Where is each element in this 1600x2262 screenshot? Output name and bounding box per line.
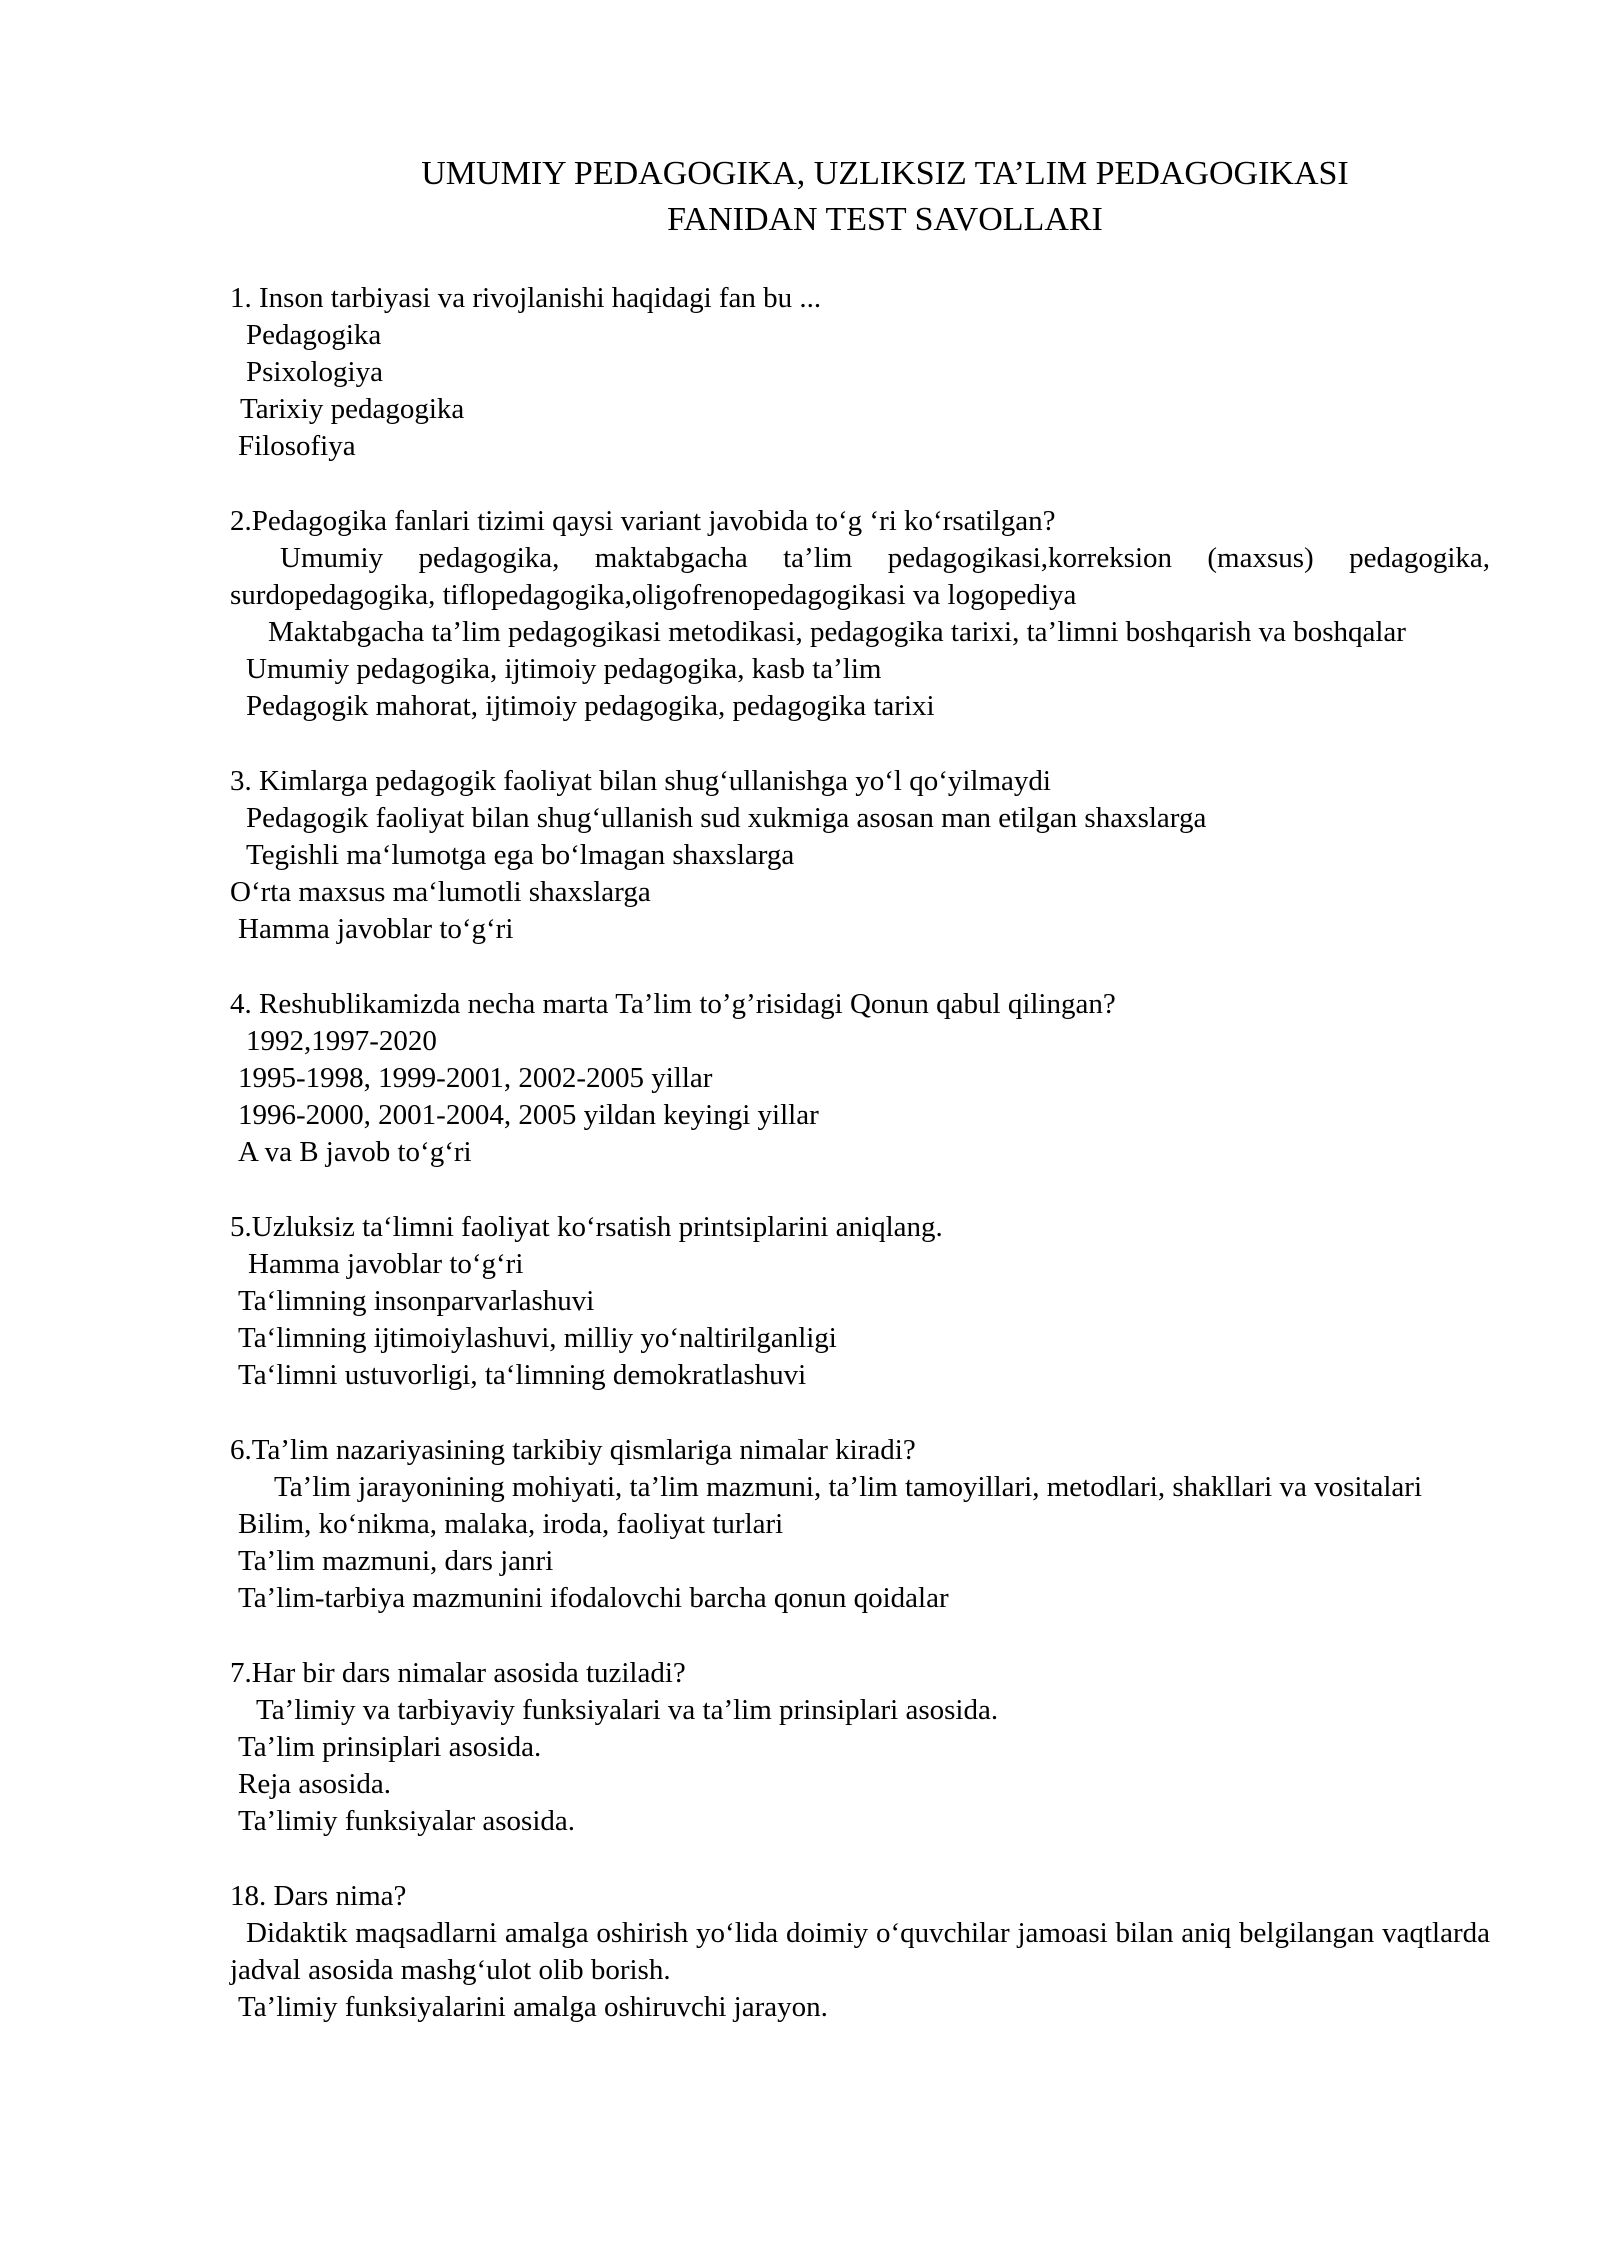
answer-option: Ta‘limning ijtimoiylashuvi, milliy yo‘naltirilganligi: [238, 1322, 837, 1354]
answer-option: Ta’lim-tarbiya mazmunini ifodalovchi barcha qonun qoidalar: [238, 1582, 949, 1614]
question-block: [230, 280, 1490, 465]
answer-option: Umumiy pedagogika, ijtimoiy pedagogika, kasb ta’lim: [246, 653, 882, 685]
question-text: 5.Uzluksiz ta‘limni faoliyat ko‘rsatish printsiplarini aniqlang.: [230, 1211, 943, 1243]
answer-option: Ta’lim mazmuni, dars janri: [238, 1545, 554, 1577]
answer-option: Didaktik maqsadlarni amalga oshirish yo‘lida doimiy o‘quvchilar jamoasi bilan aniq belgilangan vaqtlarda jadval asosida mashg‘ulot olib borish.: [230, 1917, 1490, 1986]
answer-option: Hamma javoblar to‘g‘ri: [248, 1248, 524, 1280]
question-text: 2.Pedagogika fanlari tizimi qaysi variant javobida to‘g ‘ri ko‘rsatilgan?: [230, 505, 1056, 537]
answer-option: Ta‘limni ustuvorligi, ta‘limning demokratlashuvi: [238, 1359, 807, 1391]
answer-option: Pedagogik faoliyat bilan shug‘ullanish sud xukmiga asosan man etilgan shaxslarga: [246, 802, 1207, 834]
question-text: 3. Kimlarga pedagogik faoliyat bilan shug‘ullanishga yo‘l qo‘yilmaydi: [230, 765, 1051, 797]
question-text: 7.Har bir dars nimalar asosida tuziladi?: [230, 1657, 686, 1689]
question-list: [230, 280, 1490, 2026]
question-text: 4. Reshublikamizda necha marta Ta’lim to’g’risidagi Qonun qabul qilingan?: [230, 988, 1116, 1020]
question-block: [230, 1655, 1490, 1840]
title-line-1: UMUMIY PEDAGOGIKA, UZLIKSIZ TA’LIM PEDAGOGIKASI: [421, 155, 1349, 192]
answer-option: Ta’limiy funksiyalarini amalga oshiruvchi jarayon.: [238, 1991, 828, 2023]
answer-option: Bilim, ko‘nikma, malaka, iroda, faoliyat turlari: [238, 1508, 784, 1540]
answer-option: Hamma javoblar to‘g‘ri: [238, 913, 514, 945]
answer-option: Filosofiya: [238, 430, 356, 462]
question-block: [230, 763, 1490, 948]
question-block: [230, 1209, 1490, 1394]
answer-option: Tegishli ma‘lumotga ega bo‘lmagan shaxslarga: [246, 839, 795, 871]
question-text: 18. Dars nima?: [230, 1880, 407, 1912]
question-block: [230, 1432, 1490, 1617]
answer-option: Pedagogik mahorat, ijtimoiy pedagogika, pedagogika tarixi: [246, 690, 935, 722]
answer-option: 1995-1998, 1999-2001, 2002-2005 yillar: [238, 1062, 713, 1094]
question-block: [230, 986, 1490, 1171]
answer-option: Ta’lim jarayonining mohiyati, ta’lim mazmuni, ta’lim tamoyillari, metodlari, shakllari va vositalari: [274, 1471, 1423, 1503]
answer-option: Umumiy pedagogika, maktabgacha ta’lim pedagogikasi,korreksion (maxsus) pedagogika, surdopedagogika, tiflopedagogika,oligofrenopedagogikasi va logopediya: [230, 542, 1490, 611]
answer-option: O‘rta maxsus ma‘lumotli shaxslarga: [230, 876, 651, 908]
answer-option: Psixologiya: [246, 356, 383, 388]
title-line-2: FANIDAN TEST SAVOLLARI: [667, 201, 1103, 238]
question-block: [230, 503, 1490, 725]
answer-option: Tarixiy pedagogika: [240, 393, 465, 425]
question-block: [230, 1878, 1490, 2026]
answer-option: Ta’limiy va tarbiyaviy funksiyalari va ta’lim prinsiplari asosida.: [256, 1694, 999, 1726]
answer-option: A va B javob to‘g‘ri: [238, 1136, 472, 1168]
answer-option: Pedagogika: [246, 319, 382, 351]
question-text: 6.Ta’lim nazariyasining tarkibiy qismlariga nimalar kiradi?: [230, 1434, 916, 1466]
answer-option: Ta‘limning insonparvarlashuvi: [238, 1285, 595, 1317]
answer-option: Maktabgacha ta’lim pedagogikasi metodikasi, pedagogika tarixi, ta’limni boshqarish va boshqalar: [268, 616, 1406, 648]
question-text: 1. Inson tarbiyasi va rivojlanishi haqidagi fan bu ...: [230, 282, 822, 314]
answer-option: Ta’limiy funksiyalar asosida.: [238, 1805, 576, 1837]
answer-option: Reja asosida.: [238, 1768, 392, 1800]
answer-option: Ta’lim prinsiplari asosida.: [238, 1731, 542, 1763]
answer-option: 1992,1997-2020: [246, 1025, 437, 1057]
answer-option: 1996-2000, 2001-2004, 2005 yildan keyingi yillar: [238, 1099, 819, 1131]
page-title: [230, 151, 1540, 243]
